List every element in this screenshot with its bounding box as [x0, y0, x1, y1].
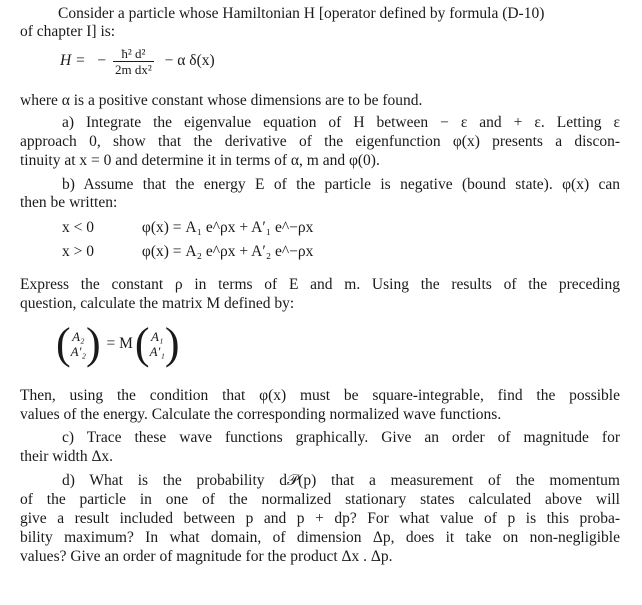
vector-a2-prime: A′₂: [70, 344, 86, 359]
hamiltonian-potential: − α δ(x): [164, 52, 215, 70]
part-b-line-1: b) Assume that the energy E of the particle is negative (bound state). φ(x) can: [62, 176, 620, 193]
matrix-equation: [56, 319, 180, 368]
intro-line-2: of chapter I] is:: [20, 23, 116, 40]
equals-m: = M: [106, 335, 133, 352]
part-d-line-1: d) What is the probability d𝒫(p) that a measurement of the momentum: [62, 472, 620, 489]
hamiltonian-equation: [60, 46, 215, 77]
region-right: x > 0: [62, 243, 94, 260]
left-paren-open: (: [56, 319, 71, 368]
part-b-line-5: Then, using the condition that φ(x) must be square-integrable, find the possible: [20, 387, 620, 404]
wavefunction-right-expr: φ(x) = A₂ e^ρx + A′₂ e^−ρx: [141, 243, 314, 260]
intro-line-1: Consider a particle whose Hamiltonian H [operator defined by formula (D-10): [58, 5, 545, 22]
part-d-line-3: give a result included between p and p + dp? For what value of p is this proba-: [20, 510, 620, 527]
kinetic-fraction: [113, 46, 154, 77]
part-d-line-4: bility maximum? In what domain, of dimension Δp, does it take on non-negligible: [20, 529, 620, 546]
fraction-denominator: 2m dx²: [115, 62, 152, 77]
part-b-line-3: Express the constant ρ in terms of E and m. Using the results of the preceding: [20, 276, 620, 293]
vector-a1-prime: A′₁: [149, 344, 165, 359]
right-paren-open: (: [134, 319, 150, 368]
vector-a1: A₁: [150, 329, 164, 344]
right-paren-close: ): [164, 319, 180, 368]
part-a-line-1: a) Integrate the eigenvalue equation of H between − ε and + ε. Letting ε: [62, 114, 620, 131]
part-c-line-2: their width Δx.: [20, 448, 114, 465]
fraction-numerator: ħ² d²: [121, 46, 146, 61]
left-paren-close: ): [85, 319, 101, 368]
part-d-line-5: values? Give an order of magnitude for the product Δx . Δp.: [20, 548, 393, 565]
minus-sign: −: [97, 52, 107, 70]
left-column-vector: [71, 329, 86, 359]
vector-a2: A₂: [72, 329, 85, 344]
part-b-line-6: values of the energy. Calculate the corresponding normalized wave functions.: [20, 406, 502, 423]
part-a-line-3: tinuity at x = 0 and determine it in terms of α, m and φ(0).: [20, 152, 380, 169]
right-column-vector: [150, 329, 165, 359]
part-a-line-2: approach 0, show that the derivative of the eigenfunction φ(x) presents a discon-: [20, 133, 620, 150]
part-b-line-2: then be written:: [20, 194, 118, 211]
wavefunction-right: [62, 243, 313, 261]
hamiltonian-lhs: H =: [60, 52, 86, 70]
part-b-line-4: question, calculate the matrix M defined by:: [20, 295, 295, 312]
region-left: x < 0: [62, 219, 94, 236]
part-d-line-2: of the particle in one of the normalized stationary states calculated above will: [20, 491, 620, 508]
alpha-note: where α is a positive constant whose dimensions are to be found.: [20, 92, 423, 109]
part-c-line-1: c) Trace these wave functions graphically. Give an order of magnitude for: [62, 429, 620, 446]
wavefunction-left-expr: φ(x) = A₁ e^ρx + A′₁ e^−ρx: [141, 219, 314, 236]
wavefunction-left: [62, 219, 313, 237]
